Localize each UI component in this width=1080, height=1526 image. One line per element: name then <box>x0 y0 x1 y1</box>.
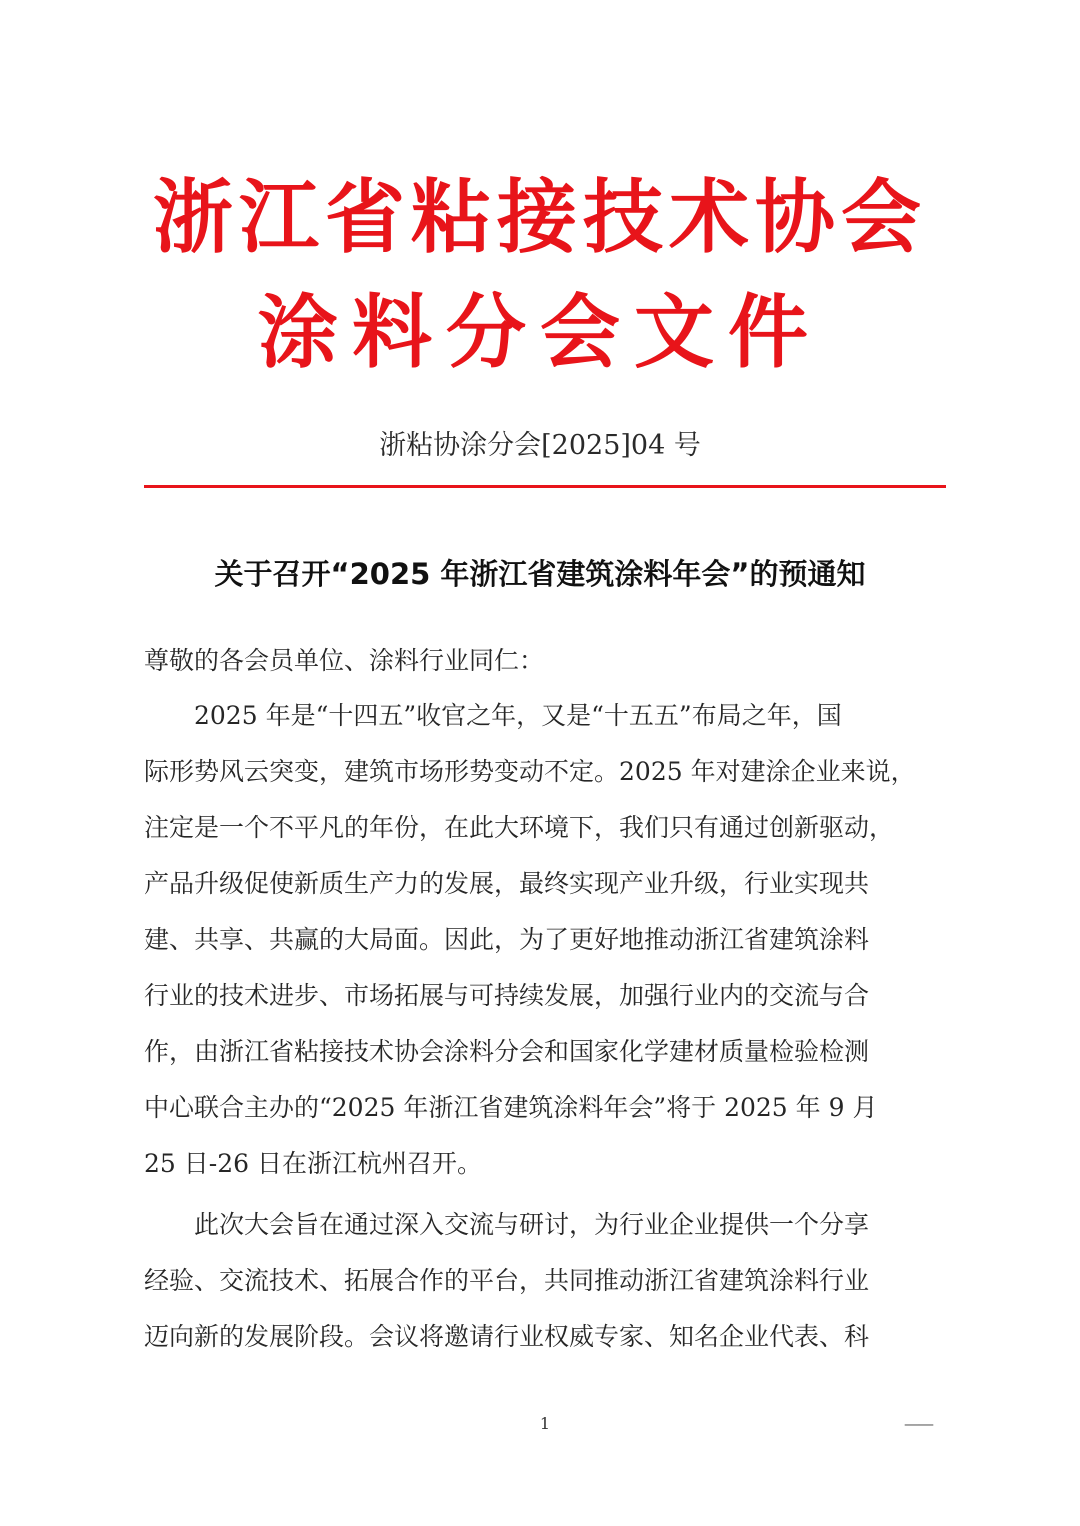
paragraph-line: 2025 年是“十四五”收官之年，又是“十五五”布局之年，国 <box>144 701 842 730</box>
paragraph-line: 经验、交流技术、拓展合作的平台，共同推动浙江省建筑涂料行业 <box>144 1266 870 1295</box>
notice-title: 关于召开“2025 年浙江省建筑涂料年会”的预通知 <box>214 557 866 591</box>
paragraph-line: 作，由浙江省粘接技术协会涂料分会和国家化学建材质量检验检测 <box>144 1037 870 1066</box>
paragraph-1 <box>144 688 944 1192</box>
document-number: 浙粘协涂分会[2025]04 号 <box>379 430 701 461</box>
page-dash: —— <box>904 1414 932 1433</box>
paragraph-line: 25 日-26 日在浙江杭州召开。 <box>144 1149 482 1178</box>
paragraph-line: 中心联合主办的“2025 年浙江省建筑涂料年会”将于 2025 年 9 月 <box>144 1093 878 1122</box>
page-number: 1 <box>539 1414 551 1433</box>
red-divider <box>144 485 946 488</box>
paragraph-line: 此次大会旨在通过深入交流与研讨，为行业企业提供一个分享 <box>144 1210 870 1239</box>
paragraph-line: 行业的技术进步、市场拓展与可持续发展，加强行业内的交流与合 <box>144 981 870 1010</box>
greeting <box>144 633 944 689</box>
paragraph-line: 建、共享、共赢的大局面。因此，为了更好地推动浙江省建筑涂料 <box>144 925 870 954</box>
paragraph-2 <box>144 1197 944 1365</box>
org-header-line1: 浙江省粘接技术协会 <box>153 171 927 264</box>
paragraph-line: 迈向新的发展阶段。会议将邀请行业权威专家、知名企业代表、科 <box>144 1322 870 1351</box>
greeting-text: 尊敬的各会员单位、涂料行业同仁： <box>144 646 545 675</box>
paragraph-line: 产品升级促使新质生产力的发展，最终实现产业升级，行业实现共 <box>144 869 870 898</box>
org-header-line2: 涂料分会文件 <box>258 286 822 379</box>
paragraph-line: 注定是一个不平凡的年份，在此大环境下，我们只有通过创新驱动， <box>144 813 895 842</box>
paragraph-line: 际形势风云突变，建筑市场形势变动不定。2025 年对建涂企业来说， <box>144 757 916 786</box>
